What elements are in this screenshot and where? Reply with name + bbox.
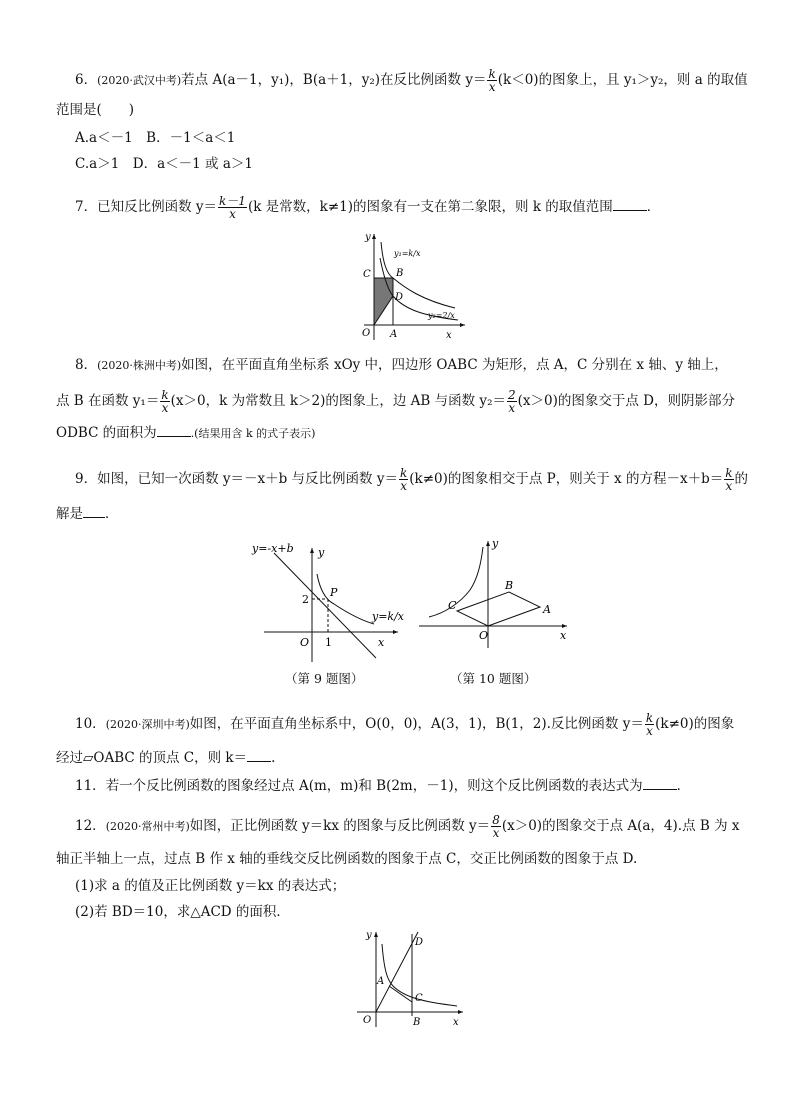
q6-source: (2020·武汉中考): [97, 74, 182, 87]
q10-fraction: $\frac{k}{x}$: [645, 711, 654, 738]
fig12-point-c: C: [415, 993, 423, 1004]
figure-q12: [355, 924, 470, 1029]
q12-number: 12．: [75, 818, 106, 834]
q8-fraction-1: $\frac{k}{x}$: [161, 388, 169, 415]
q9-line1: 9．如图，已知一次函数 y＝－x＋b 与反比例函数 y＝ $\frac{k}{x}$ (k≠0)的图象相交于点 P，则关于 x 的方程－x＋b＝ $\frac{k}{x}$ 的: [75, 466, 748, 493]
fig9-origin: O: [300, 636, 310, 649]
fig9-x-label: x: [378, 636, 385, 649]
q7-fraction: $\frac{k-1}{x}$: [219, 194, 246, 221]
fig10-y-label: y: [492, 537, 499, 550]
q12-part2: (2)若 BD＝10，求△ACD 的面积．: [75, 904, 290, 920]
q10-number: 10．: [75, 716, 106, 732]
q6-number: 6．: [75, 72, 98, 88]
q8-line1: [75, 356, 728, 375]
shaded-region-odbc: [374, 278, 393, 325]
q12-fraction: $\frac{8}{x}$: [492, 813, 500, 840]
figure-q10: [415, 535, 575, 650]
q7-line1: 7．已知反比例函数 y＝ $\frac{k-1}{x}$ (k 是常数，k≠1)的图象有一支在第二象限，则 k 的取值范围 ．: [75, 194, 661, 221]
q7-number: 7．: [75, 199, 98, 215]
q8-answer-blank[interactable]: [157, 424, 191, 437]
fig8-point-b: B: [396, 268, 404, 279]
q10-line2: 经过▱OABC 的顶点 C，则 k＝ .: [56, 750, 276, 766]
fig12-point-d: D: [415, 937, 424, 948]
q11-number: 11．: [75, 778, 106, 794]
q8-text-1: 如图，在平面直角坐标系 xOy 中，四边形 OABC 为矩形，点 A，C 分别在 x 轴、y 轴上，: [181, 357, 728, 373]
q12-source: (2020·常州中考): [105, 820, 190, 833]
fig10-point-c: C: [448, 599, 457, 612]
q6-options-cd: C.a＞1 D．a＜－1 或 a＞1: [75, 156, 253, 172]
fig12-point-a: A: [377, 976, 385, 987]
q8-source: (2020·株洲中考): [97, 359, 182, 372]
curve-k-over-x: [317, 574, 374, 624]
fig9-tick-y: 2: [302, 593, 309, 606]
fig10-point-b: B: [505, 579, 514, 592]
fig9-y-label: y: [318, 546, 325, 559]
q6-options-ab: A.a＜－1 B．－1＜a＜1: [75, 130, 236, 146]
figure-q9: [250, 540, 405, 665]
figure-q8: [350, 228, 470, 348]
q9-answer-blank[interactable]: [83, 505, 105, 518]
fig9-caption: （第 9 题图）: [285, 671, 364, 686]
q6-text-a: 若点 A(a－1，y₁)，B(a＋1，y₂)在反比例函数 y＝: [181, 72, 487, 88]
fig12-y-label: y: [366, 930, 372, 941]
q8-number: 8．: [75, 357, 98, 373]
fig9-tick-x: 1: [325, 636, 332, 649]
fig12-x-label: x: [453, 1017, 459, 1028]
fig10-origin: O: [479, 629, 489, 642]
q11-answer-blank[interactable]: [643, 777, 677, 790]
q7-answer-blank[interactable]: [613, 198, 647, 211]
fig8-x-label: x: [446, 330, 452, 341]
q9-fraction-2: $\frac{k}{x}$: [725, 466, 733, 493]
fig8-curve2-label: y₂=2/x: [428, 311, 455, 320]
q9-number: 9．: [75, 471, 98, 487]
fig12-origin: O: [363, 1015, 372, 1026]
fig10-x-label: x: [560, 629, 567, 642]
q7-text-a: 已知反比例函数 y＝: [97, 199, 218, 215]
q6-fraction: $\frac{k}{x}$: [488, 67, 496, 94]
q10-answer-blank[interactable]: [247, 749, 271, 762]
q9-fraction-1: $\frac{k}{x}$: [399, 466, 408, 493]
fig12-point-b: B: [413, 1017, 421, 1028]
q10-line1: 10．(2020·深圳中考)如图，在平面直角坐标系中，O(0，0)，A(3，1)，B(1，2).反比例函数 y＝ $\frac{k}{x}$ (k≠0)的图象: [75, 711, 735, 738]
parallelogram-oabc: [457, 592, 540, 626]
fig9-curve-label: y=k/x: [372, 610, 405, 623]
q8-line2: 点 B 在函数 y₁＝ $\frac{k}{x}$ (x＞0，k 为常数且 k＞2)的图象上，边 AB 与函数 y₂＝ $\frac{2}{x}$ (x＞0)的图象交于点 D，则阴影部分: [56, 388, 735, 415]
q6-line1: [75, 68, 748, 93]
fig9-point-p: P: [330, 586, 338, 599]
fig8-point-d: D: [395, 292, 404, 303]
fig9-line-label: y=-x+b: [252, 542, 294, 555]
fig8-y-label: y: [365, 232, 371, 243]
q12-line1: 12．(2020·常州中考)如图，正比例函数 y＝kx 的图象与反比例函数 y＝ $\frac{8}{x}$ (x＞0)的图象交于点 A(a，4).点 B 为 x: [75, 813, 740, 840]
fig8-point-c: C: [363, 269, 371, 280]
q12-line2: 轴正半轴上一点，过点 B 作 x 轴的垂线交反比例函数的图象于点 C，交正比例函数的图象于点 D.: [56, 851, 638, 867]
q10-source: (2020·深圳中考): [105, 718, 190, 731]
fig10-caption: （第 10 题图）: [450, 671, 537, 686]
q11-line: 11．若一个反比例函数的图象经过点 A(m，m)和 B(2m，－1)，则这个反比例函数的表达式为 ．: [75, 778, 691, 794]
q8-fraction-2: $\frac{2}{x}$: [507, 388, 516, 415]
fig10-point-a: A: [543, 603, 551, 616]
fig8-point-a: A: [390, 329, 398, 340]
q12-part1: (1)求 a 的值及正比例函数 y＝kx 的表达式；: [75, 878, 346, 894]
q7-text-b: (k 是常数，k≠1)的图象有一支在第二象限，则 k 的取值范围: [247, 199, 613, 215]
q6-text-b: (k＜0)的图象上，且 y₁＞y₂，则 a 的取值: [497, 72, 748, 88]
q9-line2: 解是 ．: [56, 506, 119, 522]
fig8-curve1-label: y₁=k/x: [394, 249, 421, 258]
fig8-origin: O: [362, 328, 371, 339]
q8-line3: ODBC 的面积为 .(结果用含 k 的式子表示): [56, 425, 316, 441]
q6-line2: 范围是( ): [56, 102, 135, 118]
